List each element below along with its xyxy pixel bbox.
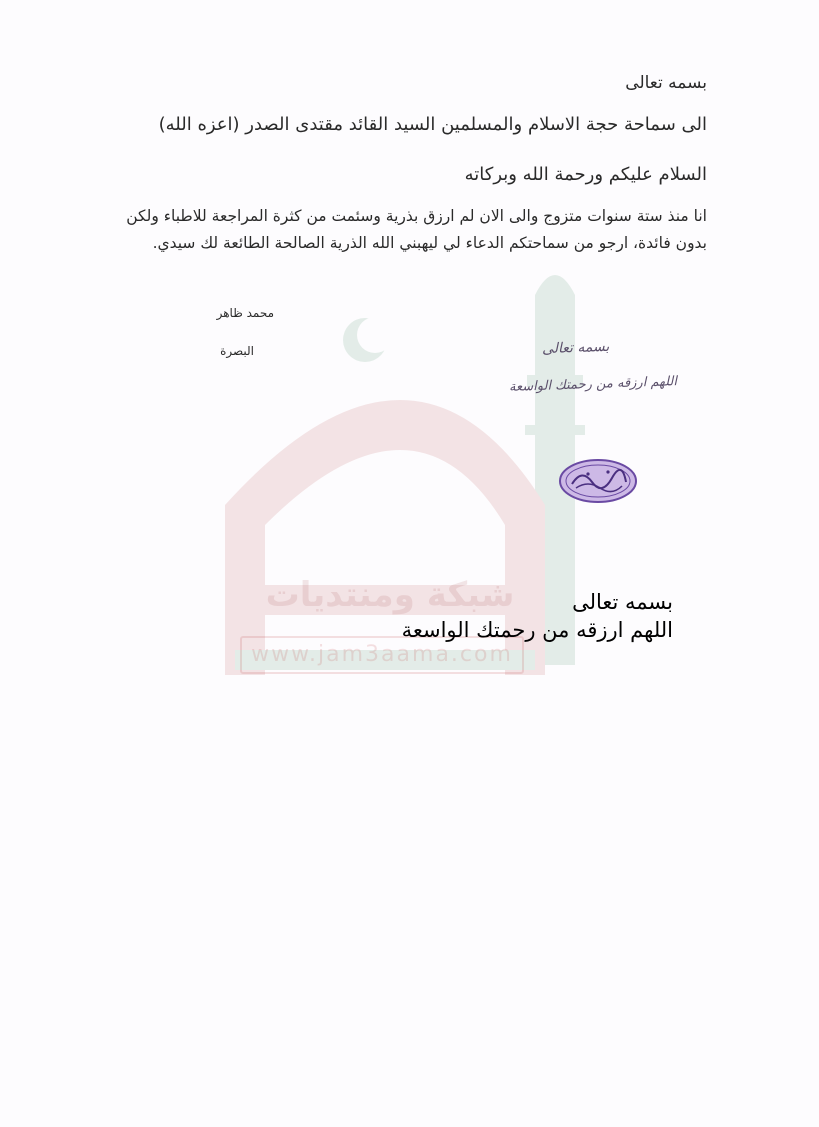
- handwritten-dua: اللهم ارزقه من رحمتك الواسعة: [508, 374, 678, 395]
- letter-salutation: السلام عليكم ورحمة الله وبركاته: [464, 164, 707, 185]
- typed-besmeh: بسمه تعالى: [572, 590, 673, 614]
- office-seal: [558, 458, 638, 504]
- typed-dua: اللهم ارزقه من رحمتك الواسعة: [401, 618, 673, 642]
- sender-city: البصرة: [220, 344, 254, 358]
- watermark-site-name: شبكة ومنتديات: [265, 575, 515, 615]
- watermark-url: www.jam3aama.com: [240, 636, 524, 674]
- letter-addressee: الى سماحة حجة الاسلام والمسلمين السيد القائد مقتدى الصدر (اعزه الله): [158, 114, 707, 135]
- letter-greeting: بسمه تعالى: [625, 73, 707, 93]
- handwritten-besmeh: بسمه تعالى: [541, 338, 610, 358]
- letter-body: انا منذ ستة سنوات متزوج والى الان لم ارزق بذرية وسئمت من كثرة المراجعة للاطباء ولكن بدون فائدة، ارجو من سماحتكم الدعاء لي ليهبني الله الذرية الصالحة الطائعة لك سيدي.: [126, 207, 707, 252]
- sender-name: محمد ظاهر: [216, 306, 274, 320]
